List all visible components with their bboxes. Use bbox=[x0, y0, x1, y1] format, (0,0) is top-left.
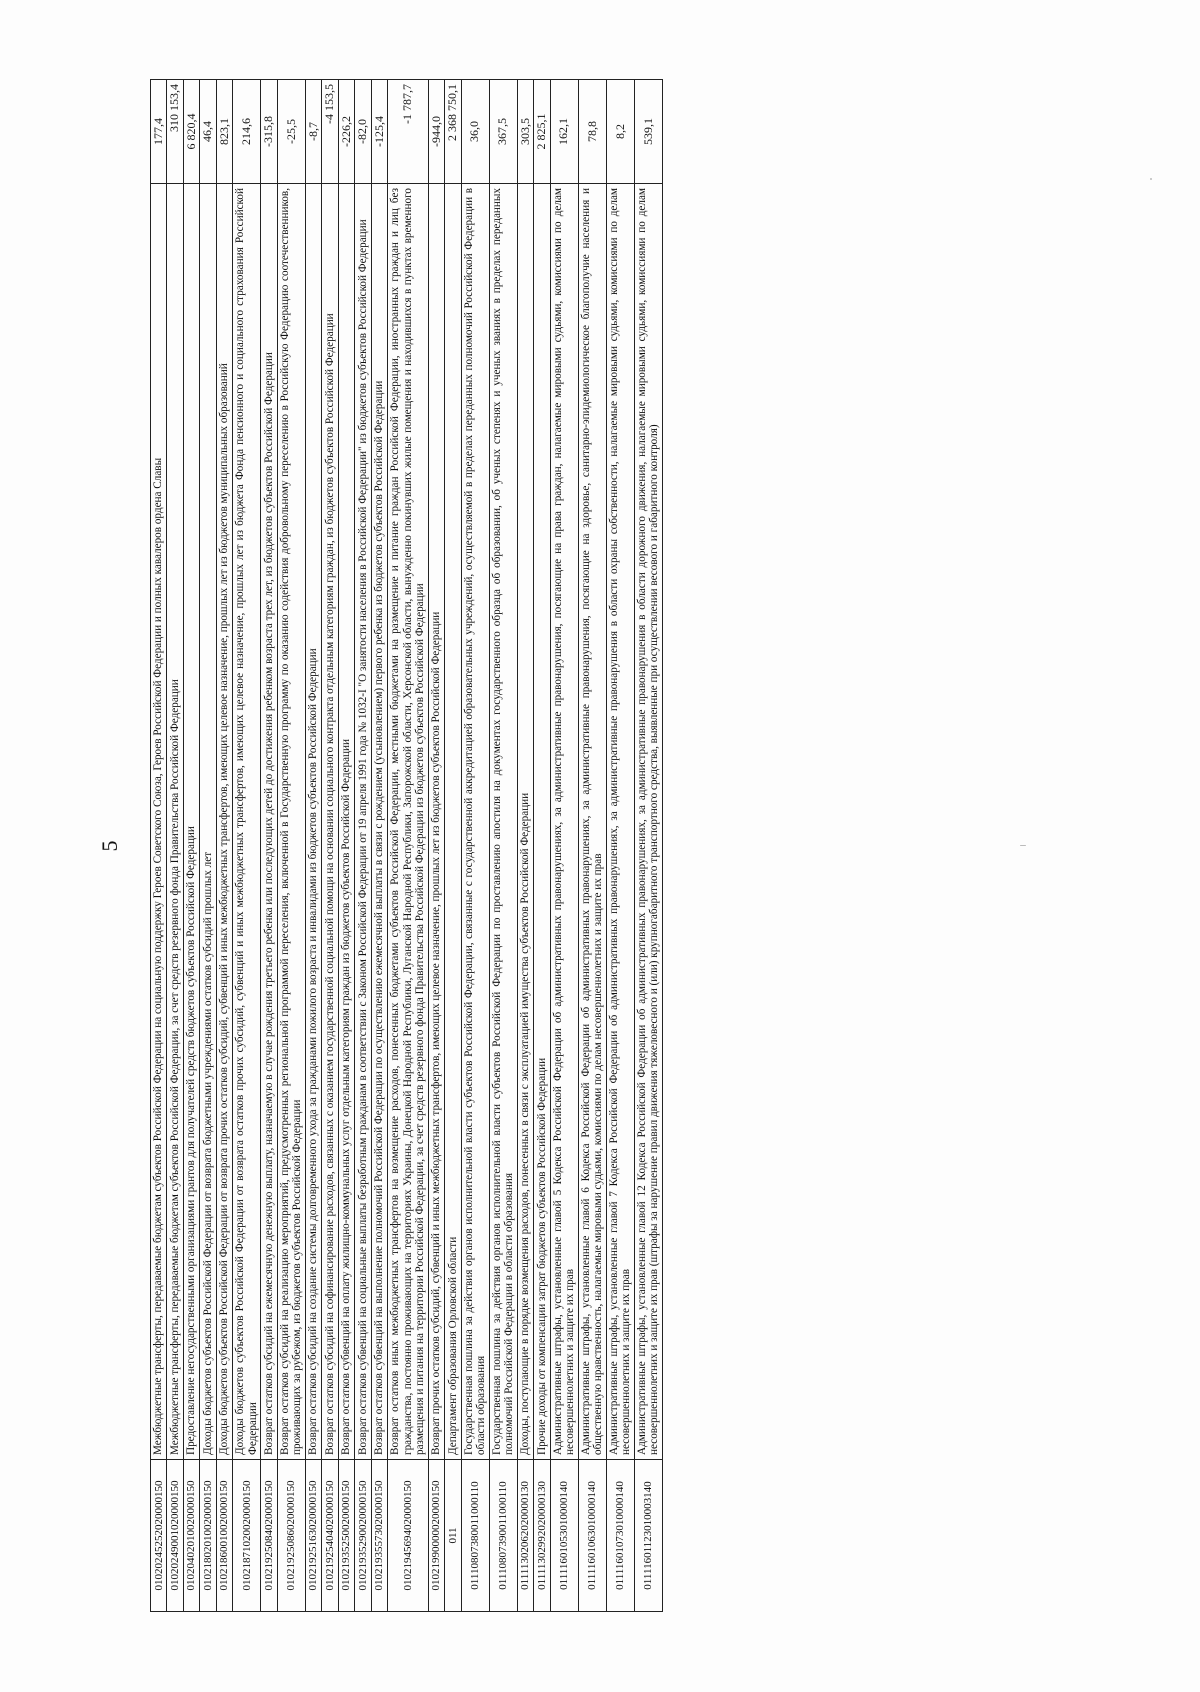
amount-cell: 2 368 750,1 bbox=[445, 80, 461, 184]
budget-code-cell: 01111601053010000140 bbox=[550, 1460, 578, 1612]
budget-code-cell: 01111601063010000140 bbox=[578, 1460, 606, 1612]
table-row bbox=[371, 80, 387, 1612]
table-row bbox=[445, 80, 461, 1612]
amount-cell: 539,1 bbox=[634, 80, 662, 184]
description-cell: Возврат прочих остатков субсидий, субвенций и иных межбюджетных трансфертов, имеющих целевое назначение, прошлых лет из бюджетов субъектов Российской Федерации bbox=[428, 184, 444, 1460]
table-row bbox=[151, 80, 167, 1612]
amount-cell: -1 787,7 bbox=[388, 80, 429, 184]
budget-code-cell: 01110807390011000110 bbox=[489, 1460, 517, 1612]
table-row bbox=[183, 80, 199, 1612]
budget-code-cell: 01111302062020000130 bbox=[517, 1460, 533, 1612]
amount-cell: 367,5 bbox=[489, 80, 517, 184]
description-cell: Возврат остатков субсидий на софинансирование расходов, связанных с оказанием государственной социальной помощи на основании социального контракта отдельным категориям граждан, из бюджетов субъектов Российской Федерации bbox=[322, 184, 338, 1460]
amount-cell: 36,0 bbox=[461, 80, 489, 184]
table-row bbox=[355, 80, 371, 1612]
description-cell: Административные штрафы, установленные главой 12 Кодекса Российской Федерации об административных правонарушениях, за административные правонарушения в области дорожного движения, налагаемые мировыми судьями, комиссиями по делам несовершеннолетних и защите их прав (штрафы за нарушение правил движения тяжеловесного и (или) крупногабаритного транспортного средства, выявленные при осуществлении весового и габаритного контроля) bbox=[634, 184, 662, 1460]
scan-speck bbox=[1020, 845, 1026, 846]
description-cell: Административные штрафы, установленные главой 6 Кодекса Российской Федерации об административных правонарушениях, за административные правонарушения, посягающие на здоровье, санитарно-эпидемиологическое благополучие населения и общественную нравственность, налагаемые мировыми судьями, комиссиями по делам несовершеннолетних и защите их прав bbox=[578, 184, 606, 1460]
description-cell: Государственная пошлина за действия органов исполнительной власти субъектов Российской Федерации по проставлению апостиля на документах государственного образца об образовании, об ученых степенях и ученых званиях в пределах переданных полномочий Российской Федерации в области образования bbox=[489, 184, 517, 1460]
table-row bbox=[489, 80, 517, 1612]
budget-code-cell: 01021935573020000150 bbox=[371, 1460, 387, 1612]
amount-cell: -125,4 bbox=[371, 80, 387, 184]
table-row bbox=[517, 80, 533, 1612]
budget-code-cell: 01021935250020000150 bbox=[338, 1460, 354, 1612]
description-cell: Возврат остатков субвенций на социальные выплаты безработным гражданам в соответствии с Законом Российской Федерации от 19 апреля 1991 года № 1032-I "О занятости населения в Российской Федерации" из бюджетов субъектов Российской Федерации bbox=[355, 184, 371, 1460]
amount-cell: -226,2 bbox=[338, 80, 354, 184]
scan-speck bbox=[1150, 178, 1152, 180]
budget-code-cell: 01020402010020000150 bbox=[183, 1460, 199, 1612]
budget-code-cell: 01021990000020000150 bbox=[428, 1460, 444, 1612]
table-row bbox=[233, 80, 261, 1612]
rotated-content bbox=[90, 80, 1140, 1612]
table-row bbox=[550, 80, 578, 1612]
description-cell: Возврат остатков субсидий на ежемесячную денежную выплату, назначаемую в случае рождения третьего ребенка или последующих детей до достижения ребенком возраста трех лет, из бюджетов субъектов Российской Федерации bbox=[261, 184, 277, 1460]
budget-code-cell: 01021935290020000150 bbox=[355, 1460, 371, 1612]
amount-cell: 177,4 bbox=[151, 80, 167, 184]
budget-code-cell: 01021871020020000150 bbox=[233, 1460, 261, 1612]
table-row bbox=[534, 80, 550, 1612]
description-cell: Департамент образования Орловской области bbox=[445, 184, 461, 1460]
table-row bbox=[578, 80, 606, 1612]
budget-code-cell: 01110807380011000110 bbox=[461, 1460, 489, 1612]
description-cell: Возврат остатков субсидий на создание системы долговременного ухода за гражданами пожилого возраста и инвалидами из бюджетов субъектов Российской Федерации bbox=[305, 184, 321, 1460]
amount-cell: 2 825,1 bbox=[534, 80, 550, 184]
amount-cell: 310 153,4 bbox=[167, 80, 183, 184]
description-cell: Межбюджетные трансферты, передаваемые бюджетам субъектов Российской Федерации, за счет средств резервного фонда Правительства Российской Федерации bbox=[167, 184, 183, 1460]
description-cell: Возврат остатков иных межбюджетных трансфертов на возмещение расходов, понесенных бюджетами субъектов Российской Федерации, местными бюджетами на размещение и питание граждан Российской Федерации, иностранных граждан и лиц без гражданства, постоянно проживающих на территориях Украины, Донецкой Народной Республики, Луганской Народной Республики, Запорожской области, Херсонской области, вынужденно покинувших жилые помещения и находившихся в пунктах временного размещения и питания на территории Российской Федерации, за счет средств резервного фонда Правительства Российской Федерации из бюджетов субъектов Российской Федерации bbox=[388, 184, 429, 1460]
amount-cell: 303,5 bbox=[517, 80, 533, 184]
budget-code-cell: 01021860010020000150 bbox=[216, 1460, 232, 1612]
amount-cell: -944,0 bbox=[428, 80, 444, 184]
page-number: 5 bbox=[97, 840, 122, 852]
description-cell: Межбюджетные трансферты, передаваемые бюджетам субъектов Российской Федерации на социальную поддержку Героев Советского Союза, Героев Российской Федерации и полных кавалеров ордена Славы bbox=[151, 184, 167, 1460]
budget-code-cell: 01021925163020000150 bbox=[305, 1460, 321, 1612]
table-row bbox=[216, 80, 232, 1612]
amount-cell: 823,1 bbox=[216, 80, 232, 184]
description-cell: Доходы бюджетов субъектов Российской Федерации от возврата прочих остатков субсидий, субвенций и иных межбюджетных трансфертов, имеющих целевое назначение, прошлых лет из бюджетов муниципальных образований bbox=[216, 184, 232, 1460]
description-cell: Доходы, поступающие в порядке возмещения расходов, понесенных в связи с эксплуатацией имущества субъектов Российской Федерации bbox=[517, 184, 533, 1460]
budget-code-cell: 01021945694020000150 bbox=[388, 1460, 429, 1612]
budget-code-cell: 01111601073010000140 bbox=[606, 1460, 634, 1612]
budget-code-cell: 01021925086020000150 bbox=[277, 1460, 305, 1612]
description-cell: Доходы бюджетов субъектов Российской Федерации от возврата бюджетными учреждениями остатков субсидий прошлых лет bbox=[200, 184, 216, 1460]
description-cell: Административные штрафы, установленные главой 5 Кодекса Российской Федерации об административных правонарушениях, за административные правонарушения, посягающие на права граждан, налагаемые мировыми судьями, комиссиями по делам несовершеннолетних и защите их прав bbox=[550, 184, 578, 1460]
amount-cell: 78,8 bbox=[578, 80, 606, 184]
budget-code-cell: 011 bbox=[445, 1460, 461, 1612]
table-row bbox=[322, 80, 338, 1612]
amount-cell: -25,5 bbox=[277, 80, 305, 184]
table-row bbox=[461, 80, 489, 1612]
budget-code-cell: 01111302992020000130 bbox=[534, 1460, 550, 1612]
budget-table bbox=[150, 79, 663, 1612]
amount-cell: 162,1 bbox=[550, 80, 578, 184]
description-cell: Возврат остатков субсидий на реализацию мероприятий, предусмотренных региональной программой переселения, включенной в Государственную программу по оказанию содействия добровольному переселению в Российскую Федерацию соотечественников, проживающих за рубежом, из бюджетов субъектов Российской Федерации bbox=[277, 184, 305, 1460]
budget-code-cell: 01021925404020000150 bbox=[322, 1460, 338, 1612]
budget-code-cell: 01021802010020000150 bbox=[200, 1460, 216, 1612]
table-row bbox=[606, 80, 634, 1612]
table-row bbox=[305, 80, 321, 1612]
table-body bbox=[151, 80, 663, 1612]
amount-cell: -8,7 bbox=[305, 80, 321, 184]
description-cell: Доходы бюджетов субъектов Российской Федерации от возврата остатков прочих субсидий, субвенций и иных межбюджетных трансфертов, имеющих целевое назначение, прошлых лет из бюджета Фонда пенсионного и социального страхования Российской Федерации bbox=[233, 184, 261, 1460]
description-cell: Государственная пошлина за действия органов исполнительной власти субъектов Российской Федерации, связанные с государственной аккредитацией образовательных учреждений, осуществляемой в пределах переданных полномочий Российской Федерации в области образования bbox=[461, 184, 489, 1460]
table-row bbox=[261, 80, 277, 1612]
table-row bbox=[388, 80, 429, 1612]
amount-cell: -315,8 bbox=[261, 80, 277, 184]
table-row bbox=[277, 80, 305, 1612]
description-cell: Предоставление негосударственными организациями грантов для получателей средств бюджетов субъектов Российской Федерации bbox=[183, 184, 199, 1460]
description-cell: Прочие доходы от компенсации затрат бюджетов субъектов Российской Федерации bbox=[534, 184, 550, 1460]
description-cell: Возврат остатков субвенций на выполнение полномочий Российской Федерации по осуществлению ежемесячной выплаты в связи с рождением (усыновлением) первого ребенка из бюджетов субъектов Российской Федерации bbox=[371, 184, 387, 1460]
table-row bbox=[634, 80, 662, 1612]
amount-cell: 6 820,4 bbox=[183, 80, 199, 184]
description-cell: Административные штрафы, установленные главой 7 Кодекса Российской Федерации об административных правонарушениях, за административные правонарушения в области охраны собственности, налагаемые мировыми судьями, комиссиями по делам несовершеннолетних и защите их прав bbox=[606, 184, 634, 1460]
budget-code-cell: 01020245252020000150 bbox=[151, 1460, 167, 1612]
table-row bbox=[338, 80, 354, 1612]
table-row bbox=[428, 80, 444, 1612]
amount-cell: 46,4 bbox=[200, 80, 216, 184]
budget-code-cell: 01111601123010003140 bbox=[634, 1460, 662, 1612]
amount-cell: 214,6 bbox=[233, 80, 261, 184]
table-row bbox=[200, 80, 216, 1612]
amount-cell: -4 153,5 bbox=[322, 80, 338, 184]
budget-code-cell: 01021925084020000150 bbox=[261, 1460, 277, 1612]
table-row bbox=[167, 80, 183, 1612]
amount-cell: -82,0 bbox=[355, 80, 371, 184]
description-cell: Возврат остатков субвенций на оплату жилищно-коммунальных услуг отдельным категориям граждан из бюджетов субъектов Российской Федерации bbox=[338, 184, 354, 1460]
budget-code-cell: 01020249001020000150 bbox=[167, 1460, 183, 1612]
amount-cell: 8,2 bbox=[606, 80, 634, 184]
